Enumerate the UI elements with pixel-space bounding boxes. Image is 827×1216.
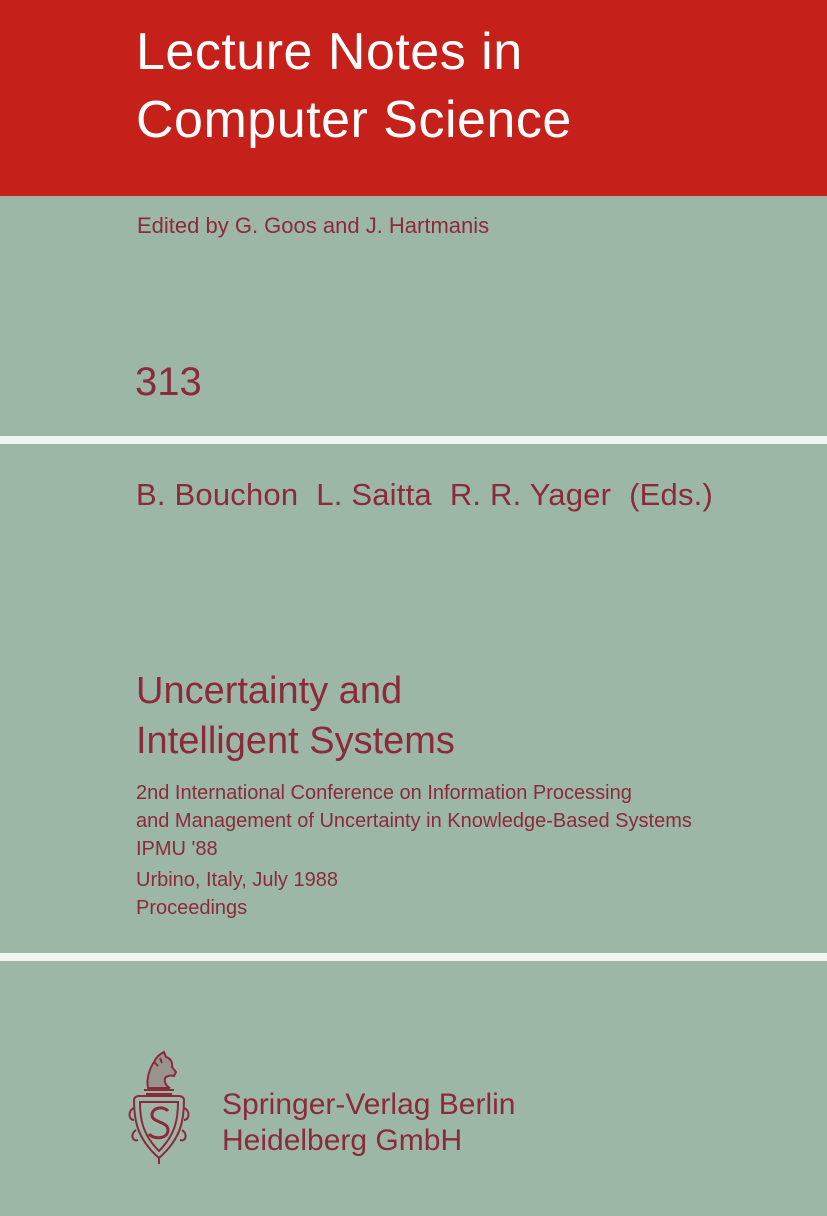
author-bouchon: B. Bouchon — [136, 477, 299, 512]
volume-number: 313 — [135, 360, 202, 404]
springer-chess-knight-logo-icon — [124, 1048, 194, 1166]
subtitle-line-3: IPMU '88 — [136, 838, 218, 860]
subtitle-line-4: Urbino, Italy, July 1988 — [136, 869, 338, 891]
book-title-line-2: Intelligent Systems — [136, 720, 455, 762]
subtitle-line-2: and Management of Uncertainty in Knowledge-Based Systems — [136, 810, 692, 832]
author-saitta: L. Saitta — [316, 477, 432, 512]
publisher-line-1: Springer-Verlag Berlin — [222, 1088, 516, 1121]
subtitle-line-1: 2nd International Conference on Information Processing — [136, 782, 632, 804]
series-title-line-1: Lecture Notes in — [136, 23, 523, 81]
series-title-line-2: Computer Science — [136, 91, 572, 149]
volume-editors — [136, 477, 731, 513]
divider-bottom — [0, 953, 827, 961]
eds-label: (Eds.) — [629, 477, 714, 512]
publisher-line-2: Heidelberg GmbH — [222, 1124, 463, 1157]
series-editors: Edited by G. Goos and J. Hartmanis — [137, 213, 490, 238]
series-banner — [0, 0, 827, 196]
book-title-line-1: Uncertainty and — [136, 670, 403, 712]
subtitle-line-5: Proceedings — [136, 897, 248, 919]
author-yager: R. R. Yager — [449, 477, 612, 512]
divider-top — [0, 436, 827, 444]
